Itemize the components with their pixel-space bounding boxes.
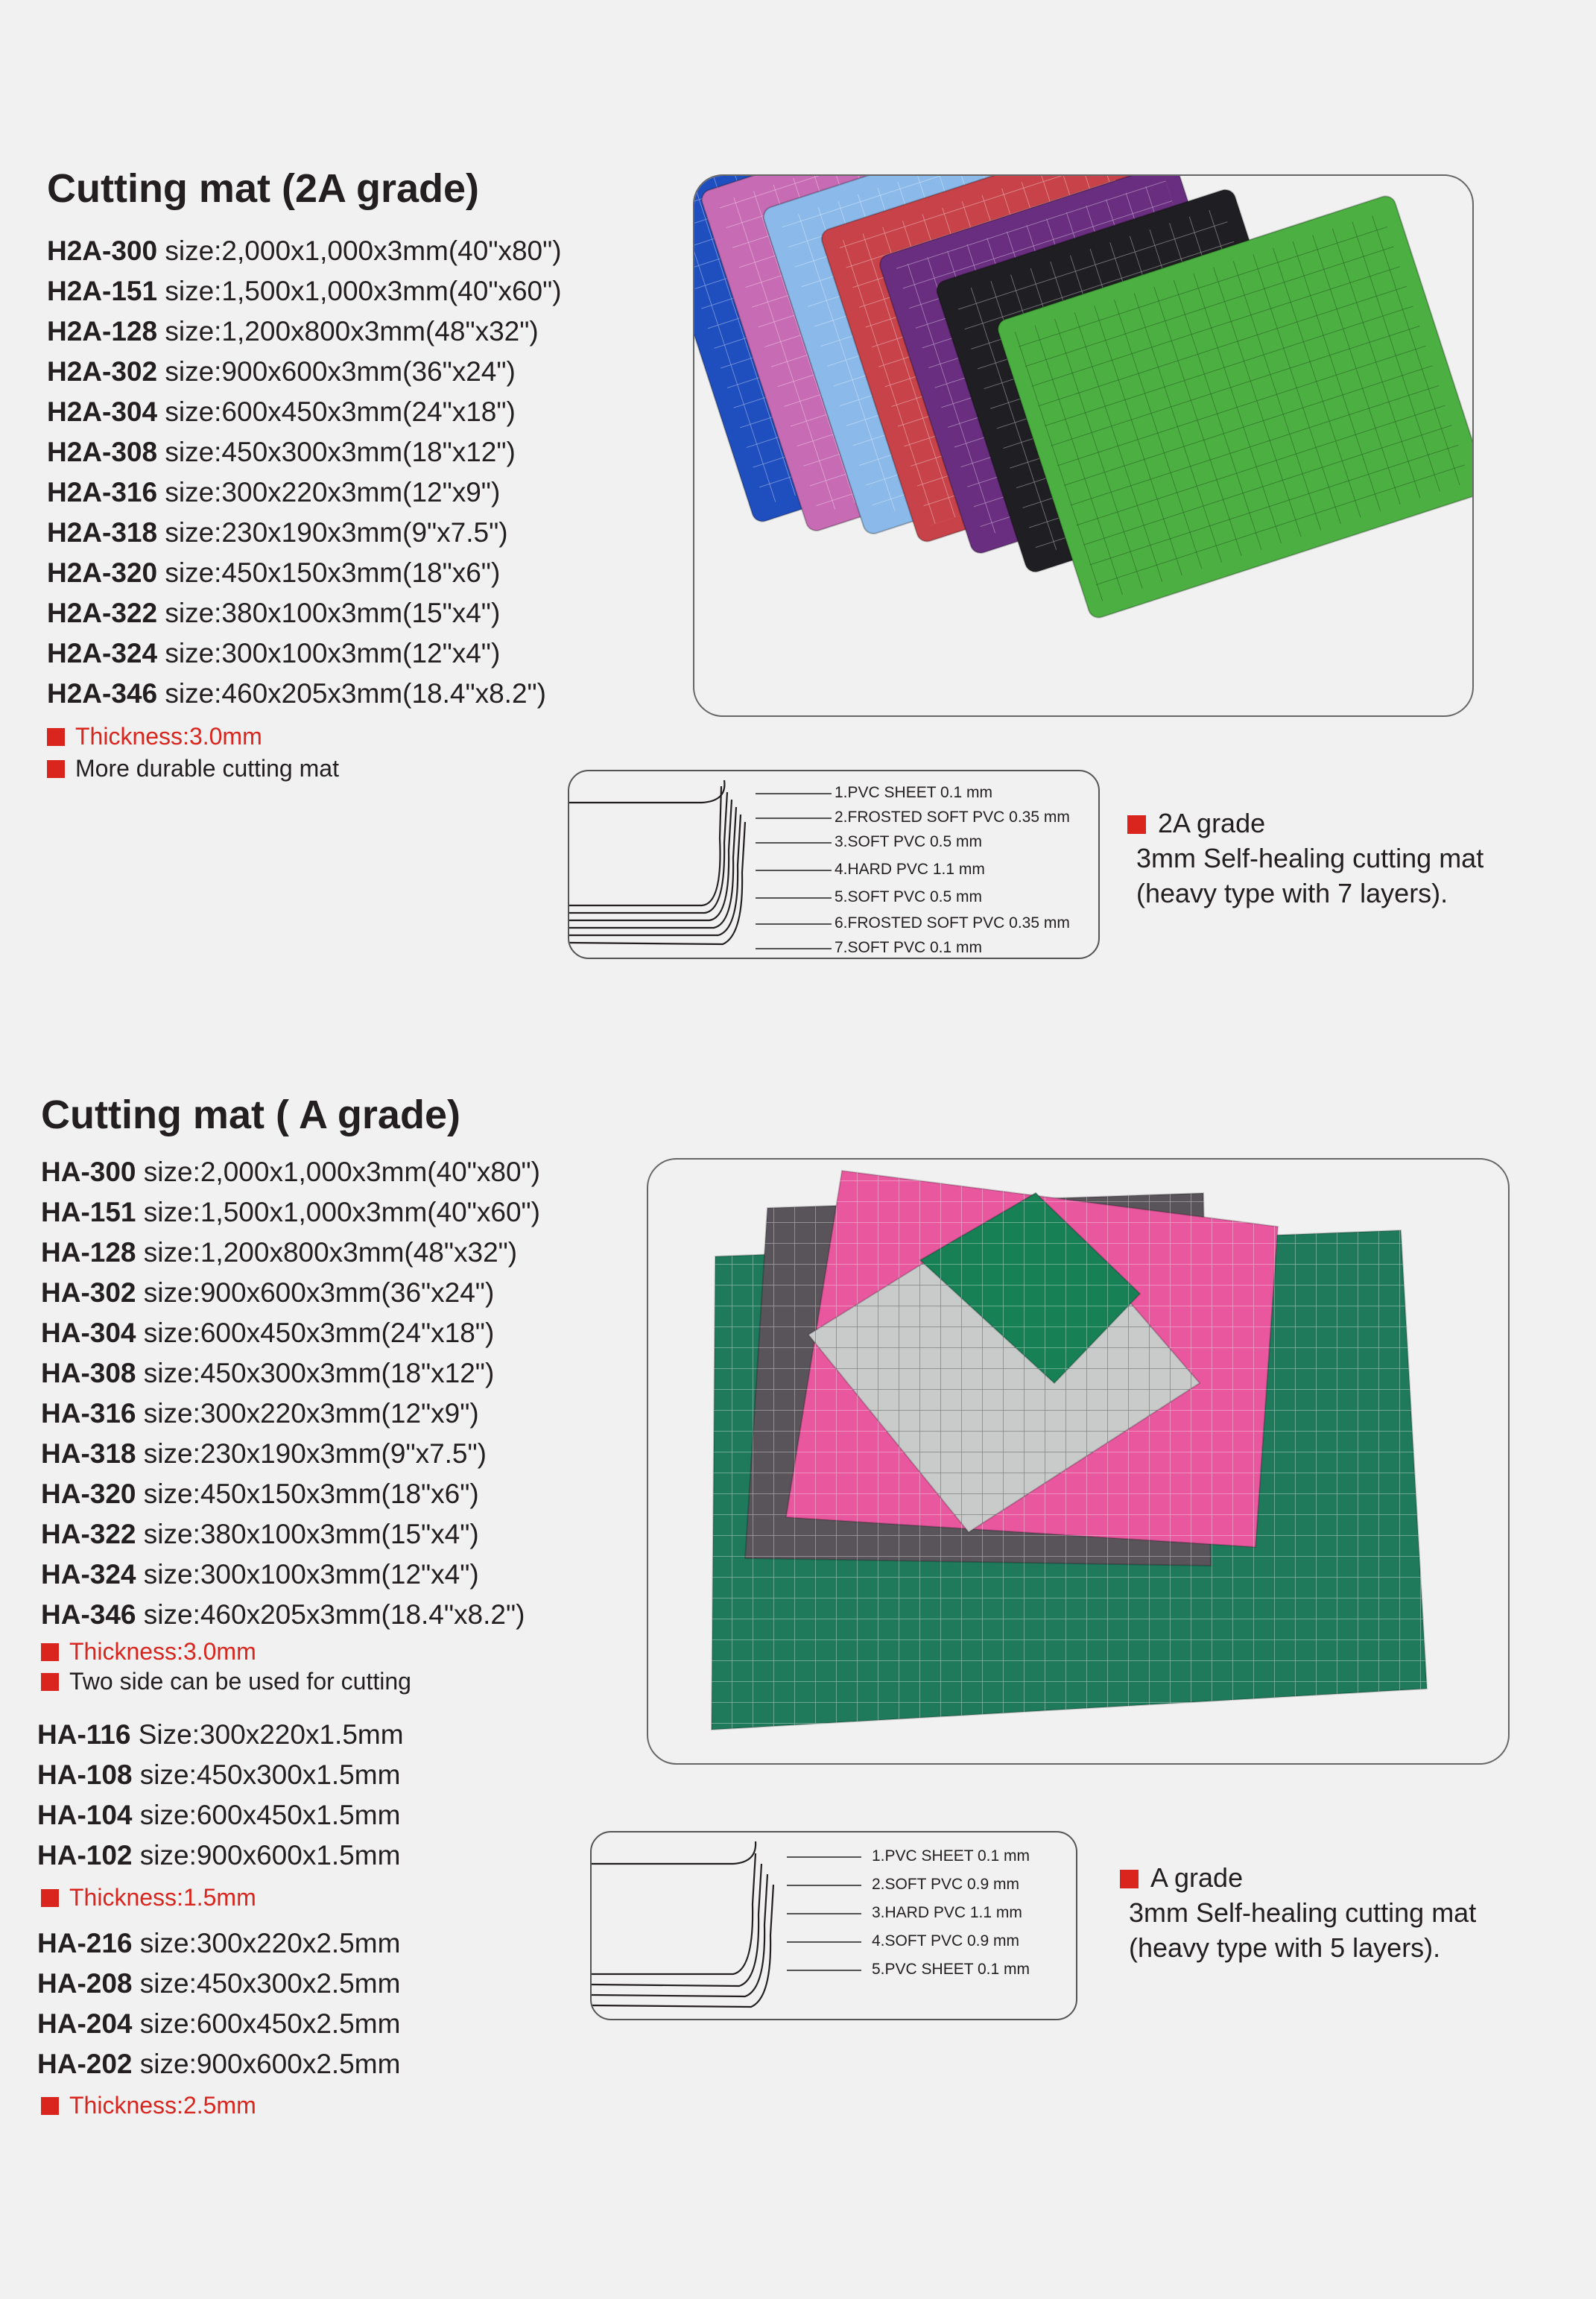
section-a-layer-diagram — [590, 1831, 1077, 2020]
spec-row — [47, 553, 562, 593]
model-code: HA-316 — [41, 1398, 136, 1429]
model-size: size:900x600x3mm(36"x24") — [143, 1277, 495, 1308]
spec-row — [37, 1715, 404, 1755]
model-code: H2A-320 — [47, 557, 158, 588]
model-size: size:230x190x3mm(9"x7.5") — [143, 1438, 487, 1469]
model-code: H2A-302 — [47, 356, 158, 387]
model-code: HA-128 — [41, 1237, 136, 1268]
model-code: H2A-300 — [47, 235, 158, 266]
grade-label-2a: 2A grade — [1127, 806, 1483, 841]
model-size: size:450x300x2.5mm — [139, 1968, 401, 1999]
spec-row — [37, 1755, 404, 1795]
model-size: size:450x300x1.5mm — [139, 1759, 401, 1790]
section-a-photo-frame — [647, 1158, 1510, 1765]
model-size: size:1,500x1,000x3mm(40"x60") — [165, 276, 562, 306]
model-code: HA-318 — [41, 1438, 136, 1469]
model-size: size:450x150x3mm(18"x6") — [165, 557, 501, 588]
spec-row — [41, 1192, 540, 1233]
red-square-bullet-icon — [41, 1643, 59, 1661]
model-code: HA-104 — [37, 1800, 133, 1830]
layer-label: 4.SOFT PVC 0.9 mm — [872, 1932, 1019, 1949]
red-square-bullet-icon — [41, 2097, 59, 2115]
model-size: size:300x220x2.5mm — [139, 1928, 401, 1958]
section-2a-title: Cutting mat (2A grade) — [47, 166, 479, 211]
red-square-bullet-icon — [41, 1673, 59, 1691]
spec-row — [47, 352, 562, 392]
model-size: size:2,000x1,000x3mm(40"x80") — [165, 235, 562, 266]
spec-row — [47, 312, 562, 352]
layer-label: 7.SOFT PVC 0.1 mm — [835, 939, 982, 956]
layer-label: 1.PVC SHEET 0.1 mm — [835, 784, 993, 801]
red-square-bullet-icon — [47, 760, 65, 778]
spec-row — [47, 231, 562, 271]
section-a-grade-info — [1120, 1860, 1476, 1965]
model-size: size:900x600x3mm(36"x24") — [165, 356, 516, 387]
cutting-mats-a-photo — [648, 1160, 1508, 1763]
model-code: HA-102 — [37, 1840, 133, 1870]
spec-row — [47, 674, 562, 714]
spec-row — [37, 1923, 400, 1964]
model-code: HA-346 — [41, 1599, 136, 1630]
model-size: Size:300x220x1.5mm — [138, 1719, 404, 1750]
section-2a-grade-info — [1127, 806, 1483, 911]
layer-label: 3.SOFT PVC 0.5 mm — [835, 833, 982, 850]
model-code: HA-116 — [37, 1719, 131, 1750]
grade-desc-line-1: 3mm Self-healing cutting mat — [1136, 843, 1484, 873]
model-size: size:900x600x2.5mm — [139, 2049, 401, 2079]
spec-row — [37, 1835, 404, 1876]
model-code: H2A-346 — [47, 678, 158, 709]
section-a-feature: Two side can be used for cutting — [41, 1668, 411, 1695]
model-size: size:1,200x800x3mm(48"x32") — [143, 1237, 518, 1268]
red-square-bullet-icon — [41, 1889, 59, 1907]
model-size: size:300x220x3mm(12"x9") — [143, 1398, 479, 1429]
model-code: H2A-316 — [47, 477, 158, 507]
model-size: size:600x450x3mm(24"x18") — [165, 396, 516, 427]
spec-row — [37, 2044, 400, 2084]
spec-row — [41, 1474, 540, 1514]
model-code: HA-302 — [41, 1277, 136, 1308]
layer-label: 6.FROSTED SOFT PVC 0.35 mm — [835, 914, 1070, 932]
section-a-25mm-list — [37, 1923, 400, 2084]
model-code: HA-204 — [37, 2008, 133, 2039]
model-code: H2A-151 — [47, 276, 158, 306]
layer-label: 2.FROSTED SOFT PVC 0.35 mm — [835, 809, 1070, 826]
model-size: size:1,500x1,000x3mm(40"x60") — [143, 1197, 540, 1227]
model-code: HA-300 — [41, 1157, 136, 1187]
model-size: size:380x100x3mm(15"x4") — [165, 598, 501, 628]
model-code: H2A-324 — [47, 638, 158, 668]
model-size: size:300x100x3mm(12"x4") — [143, 1559, 479, 1590]
section-2a-layer-diagram — [568, 770, 1100, 959]
section-a-thickness: Thickness:3.0mm — [41, 1638, 256, 1666]
model-size: size:450x300x3mm(18"x12") — [165, 437, 516, 467]
model-code: HA-304 — [41, 1318, 136, 1348]
spec-row — [47, 472, 562, 513]
spec-row — [47, 392, 562, 432]
spec-row — [37, 2004, 400, 2044]
grade-desc-line-2: (heavy type with 5 layers). — [1129, 1932, 1441, 1963]
red-square-bullet-icon — [47, 728, 65, 746]
layer-label: 5.SOFT PVC 0.5 mm — [835, 888, 982, 905]
model-code: HA-108 — [37, 1759, 133, 1790]
spec-row — [47, 513, 562, 553]
spec-row — [41, 1233, 540, 1273]
model-code: H2A-128 — [47, 316, 158, 347]
layer-label: 2.SOFT PVC 0.9 mm — [872, 1876, 1019, 1893]
section-a-thickness-15: Thickness:1.5mm — [41, 1884, 256, 1911]
model-code: HA-151 — [41, 1197, 136, 1227]
section-2a-photo-frame — [693, 174, 1474, 717]
model-code: H2A-318 — [47, 517, 158, 548]
model-code: HA-308 — [41, 1358, 136, 1388]
grade-desc-line-2: (heavy type with 7 layers). — [1136, 878, 1448, 908]
spec-row — [41, 1595, 540, 1635]
spec-row — [47, 432, 562, 472]
spec-row — [41, 1273, 540, 1313]
model-code: H2A-304 — [47, 396, 158, 427]
model-code: HA-216 — [37, 1928, 133, 1958]
spec-row — [47, 593, 562, 633]
model-size: size:450x150x3mm(18"x6") — [143, 1479, 479, 1509]
model-size: size:300x220x3mm(12"x9") — [165, 477, 501, 507]
model-size: size:460x205x3mm(18.4"x8.2") — [165, 678, 546, 709]
model-code: HA-202 — [37, 2049, 133, 2079]
model-size: size:600x450x3mm(24"x18") — [143, 1318, 495, 1348]
layer-label: 4.HARD PVC 1.1 mm — [835, 861, 985, 878]
model-code: HA-322 — [41, 1519, 136, 1549]
spec-row — [41, 1514, 540, 1555]
red-square-bullet-icon — [1127, 815, 1146, 834]
spec-row — [41, 1434, 540, 1474]
cutting-mats-2a-photo — [694, 176, 1472, 715]
section-2a-thickness: Thickness:3.0mm — [47, 723, 262, 750]
model-code: H2A-308 — [47, 437, 158, 467]
section-a-spec-list — [41, 1152, 540, 1635]
model-size: size:380x100x3mm(15"x4") — [143, 1519, 479, 1549]
spec-row — [41, 1394, 540, 1434]
spec-row — [47, 633, 562, 674]
section-a-title: Cutting mat ( A grade) — [41, 1092, 460, 1137]
layer-label: 1.PVC SHEET 0.1 mm — [872, 1847, 1030, 1865]
model-code: H2A-322 — [47, 598, 158, 628]
layer-label: 5.PVC SHEET 0.1 mm — [872, 1961, 1030, 1978]
model-size: size:450x300x3mm(18"x12") — [143, 1358, 495, 1388]
model-code: HA-320 — [41, 1479, 136, 1509]
grade-desc-line-1: 3mm Self-healing cutting mat — [1129, 1897, 1477, 1928]
section-2a-feature: More durable cutting mat — [47, 755, 339, 782]
red-square-bullet-icon — [1120, 1870, 1139, 1888]
model-size: size:2,000x1,000x3mm(40"x80") — [143, 1157, 540, 1187]
section-2a-spec-list — [47, 231, 562, 714]
model-size: size:230x190x3mm(9"x7.5") — [165, 517, 508, 548]
spec-row — [41, 1555, 540, 1595]
spec-row — [41, 1353, 540, 1394]
spec-row — [37, 1795, 404, 1835]
model-size: size:600x450x1.5mm — [139, 1800, 401, 1830]
model-size: size:900x600x1.5mm — [139, 1840, 401, 1870]
spec-row — [41, 1152, 540, 1192]
model-size: size:460x205x3mm(18.4"x8.2") — [143, 1599, 525, 1630]
section-a-15mm-list — [37, 1715, 404, 1876]
section-a-thickness-25: Thickness:2.5mm — [41, 2092, 256, 2119]
model-code: HA-324 — [41, 1559, 136, 1590]
layer-label: 3.HARD PVC 1.1 mm — [872, 1904, 1022, 1921]
spec-row — [37, 1964, 400, 2004]
model-size: size:1,200x800x3mm(48"x32") — [165, 316, 539, 347]
model-size: size:600x450x2.5mm — [139, 2008, 401, 2039]
spec-row — [47, 271, 562, 312]
model-code: HA-208 — [37, 1968, 133, 1999]
model-size: size:300x100x3mm(12"x4") — [165, 638, 501, 668]
grade-label-a: A grade — [1120, 1860, 1476, 1895]
spec-row — [41, 1313, 540, 1353]
